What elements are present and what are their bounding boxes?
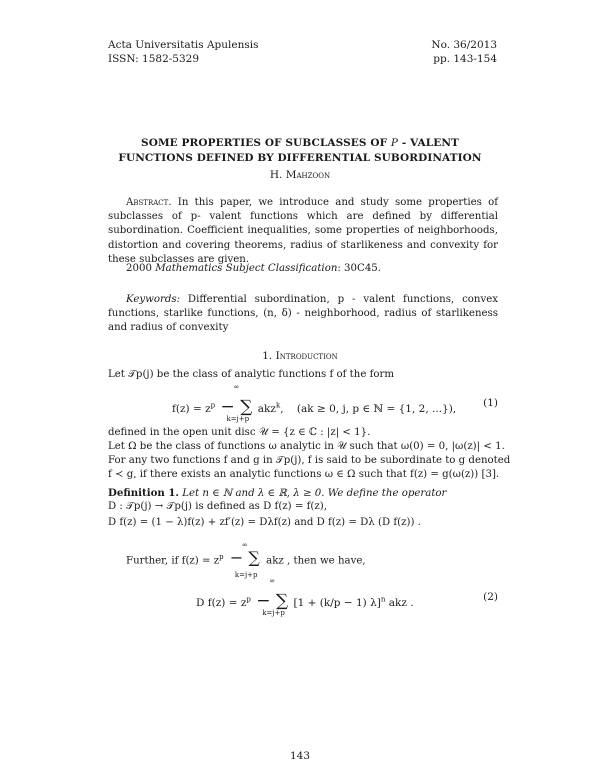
eq2-lhs: D f(z) = z xyxy=(196,597,247,609)
eq1-condition: (ak ≥ 0, j, p ∈ ℕ = {1, 2, ...}), xyxy=(296,403,457,415)
journal-header xyxy=(108,38,258,66)
definition-text: Let n ∈ ℕ and λ ∈ ℝ, λ ≥ 0. We define the operator xyxy=(178,488,447,499)
page-number: 143 xyxy=(289,750,311,762)
eq2-sum: ∞ − ∑ k=j+p xyxy=(256,577,289,617)
equation-2: D $f(z) = z^p$ ∞ − ∑ k=j+p [1 + (k/p − 1) λ]$^n$ akz . xyxy=(196,577,414,617)
keywords-label: Keywords: xyxy=(126,294,181,305)
eq1-rhs: akz xyxy=(257,403,276,415)
paper-title xyxy=(0,136,600,166)
title-p: P xyxy=(390,137,399,149)
eq2-bracket: [1 + (k/p − 1) λ] xyxy=(293,597,381,609)
title-part: SOME PROPERTIES OF SUBCLASSES OF xyxy=(141,137,388,149)
eq2-end: akz . xyxy=(388,597,414,609)
intro-line-3: Let Ω be the class of functions ω analytic in 𝒰 such that ω(0) = 0, |ω(z)| < 1. xyxy=(108,441,505,452)
further-end: akz , then we have, xyxy=(266,555,366,567)
abstract-label: Abstract. xyxy=(126,197,172,208)
msc-year: 2000 xyxy=(126,263,152,274)
title-part-end: - VALENT xyxy=(401,137,459,149)
further-lhs: Further, if f(z) = z xyxy=(126,555,220,567)
issn: ISSN: 1582-5329 xyxy=(108,53,200,65)
further-line: Further, if $f(z) = z^p$ ∞ − ∑ k=j+p akz , then we have, xyxy=(126,541,366,580)
title-line-2: FUNCTIONS DEFINED BY DIFFERENTIAL SUBORDINATION xyxy=(118,152,482,164)
intro-line-2: defined in the open unit disc 𝒰 = {z ∈ ℂ : |z| < 1}. xyxy=(108,427,371,438)
further-sum: ∞ − ∑ k=j+p xyxy=(229,541,260,580)
intro-line-4: For any two functions f and g in 𝒯p(j), f is said to be subordinate to g denoted xyxy=(108,455,511,466)
definition-label: Definition 1. xyxy=(108,487,179,499)
intro-line-5: f ≺ g, if there exists an analytic functions ω ∈ Ω such that f(z) = g(ω(z)) [3]. xyxy=(108,469,500,480)
definition-1 xyxy=(108,486,500,501)
author: H. Mahzoon xyxy=(269,169,331,181)
section-heading: 1. Introduction xyxy=(262,350,338,362)
equation-1: $f(z) = z^p$ ∞ − ∑ k=j+p akz$^k$, (ak ≥ 0, j, p ∈ ℕ = {1, 2, ...}), xyxy=(172,383,457,423)
abstract xyxy=(108,196,498,267)
eq2-number: (2) xyxy=(483,591,498,603)
definition-line-3: D f(z) = (1 − λ)f(z) + zf′(z) = Dλf(z) and D f(z) = Dλ (D f(z)) . xyxy=(108,517,421,528)
msc-label: Mathematics Subject Classification xyxy=(155,263,338,274)
definition-line-2: D : 𝒯p(j) → 𝒯p(j) is defined as D f(z) = f(z), xyxy=(108,501,327,512)
journal-name: Acta Universitatis Apulensis xyxy=(108,39,259,51)
eq1-sum: ∞ − ∑ k=j+p xyxy=(220,383,253,423)
eq1-lhs: f(z) = z xyxy=(172,403,211,415)
issue-number: No. 36/2013 xyxy=(431,39,497,51)
msc-classification xyxy=(108,262,498,276)
keywords-text: Differential subordination, p - valent functions, convex functions, starlike functions, (n, δ) - neighborhood, radius of starlikeness and radius of convexity xyxy=(108,294,498,334)
keywords xyxy=(108,293,498,336)
intro-line-1: Let 𝒯p(j) be the class of analytic functions f of the form xyxy=(108,369,395,380)
page-range: pp. 143-154 xyxy=(433,53,497,65)
msc-code: : 30C45. xyxy=(337,263,382,274)
abstract-text: In this paper, we introduce and study some properties of subclasses of p- valent functions which are defined by differential subordination. Coefficient inequalities, some properties of neighborhoods, distortion and covering theorems, radius of starlikeness and convexity for these subclasses are given. xyxy=(108,197,498,265)
eq1-p-exp: p xyxy=(210,401,216,410)
issue-header xyxy=(431,38,497,66)
eq1-number: (1) xyxy=(483,397,498,409)
